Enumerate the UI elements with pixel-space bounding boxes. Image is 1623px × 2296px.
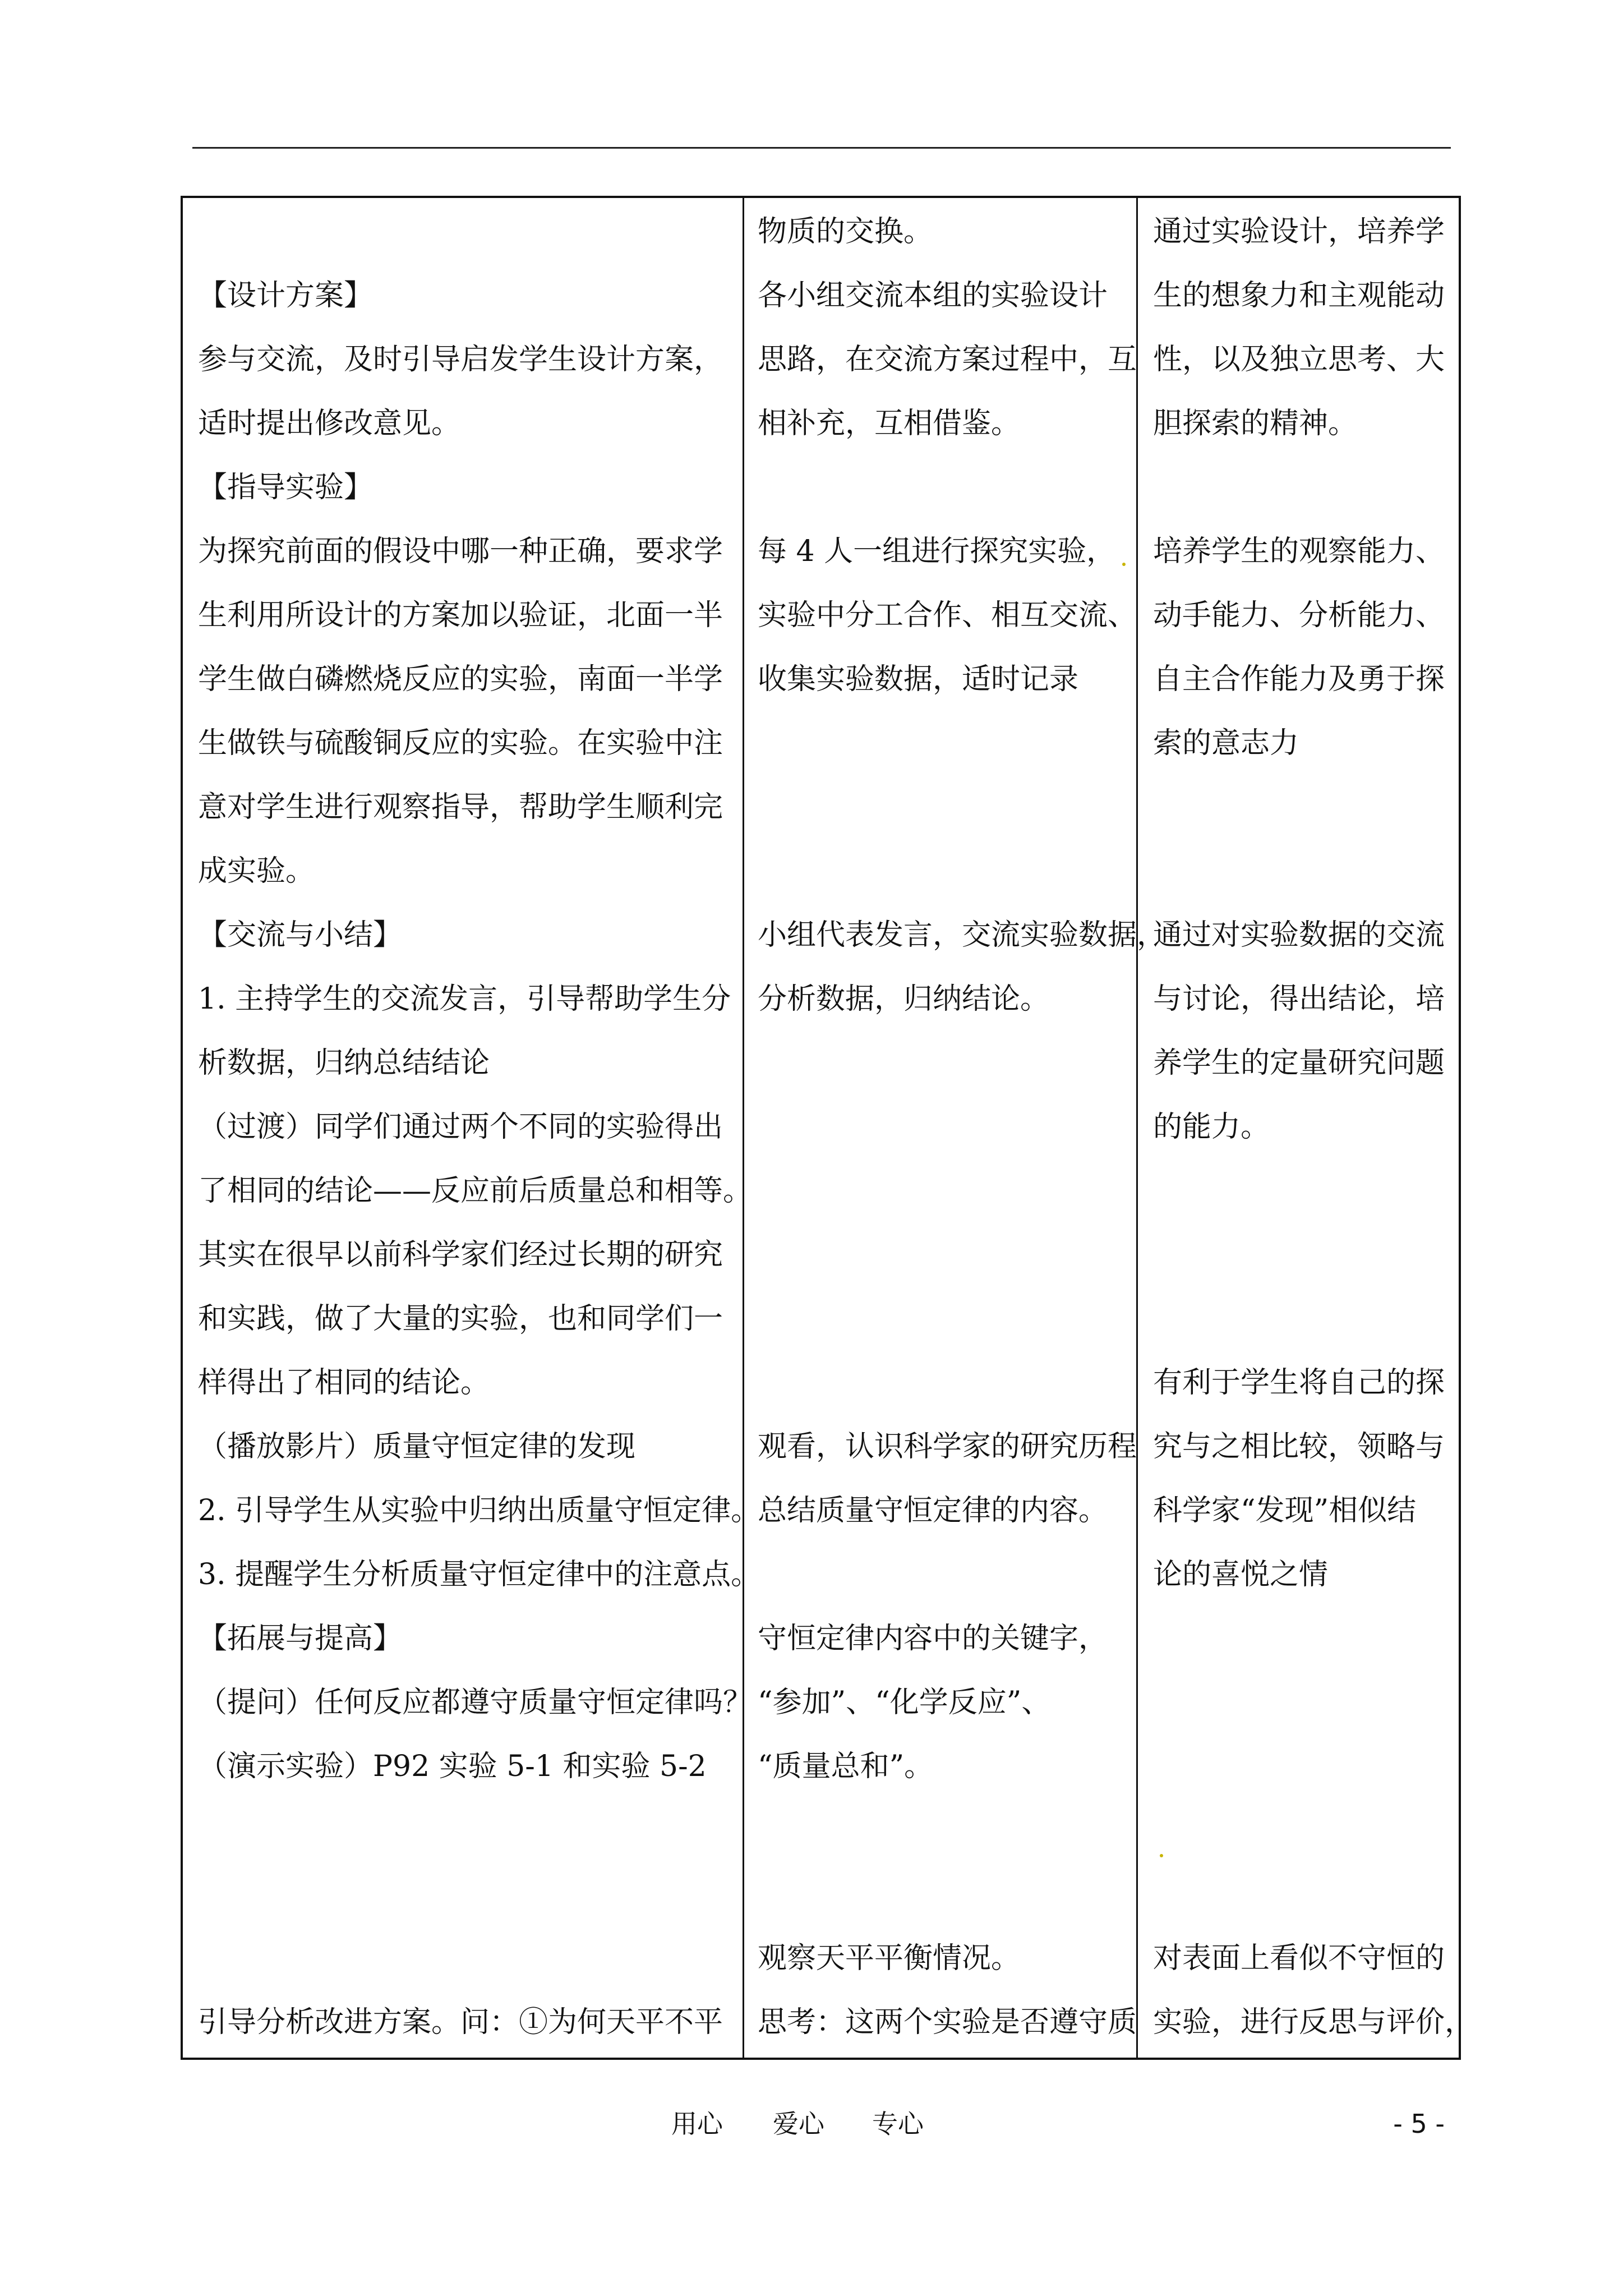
table-text-line: 培养学生的观察能力、: [1153, 535, 1445, 568]
table-text-line: 实验，进行反思与评价，: [1153, 2005, 1474, 2039]
table-text-line: 动手能力、分析能力、: [1153, 599, 1445, 632]
table-text-line: “质量总和”。: [758, 1750, 934, 1783]
table-text-line: 【拓展与提高】: [198, 1622, 403, 1655]
table-text-line: 为探究前面的假设中哪一种正确，要求学: [198, 535, 723, 568]
teacher-activity-column: [198, 198, 760, 2058]
table-text-line: 实验中分工合作、相互交流、: [758, 599, 1137, 632]
table-text-line: 成实验。: [198, 854, 315, 888]
table-text-line: 科学家“发现”相似结: [1153, 1494, 1417, 1527]
table-text-line: （播放影片）质量守恒定律的发现: [198, 1430, 636, 1464]
table-text-line: （提问）任何反应都遵守质量守恒定律吗？: [198, 1686, 753, 1719]
table-text-line: 有利于学生将自己的探: [1153, 1366, 1445, 1400]
table-text-line: 【指导实验】: [198, 471, 374, 504]
table-text-line: 思路，在交流方案过程中，互: [758, 343, 1137, 376]
table-text-line: 自主合作能力及勇于探: [1153, 662, 1445, 696]
table-text-line: 学生做白磷燃烧反应的实验，南面一半学: [198, 662, 723, 696]
table-text-line: 【交流与小结】: [198, 918, 403, 952]
table-text-line: 意对学生进行观察指导，帮助学生顺利完: [198, 790, 723, 824]
footer-item-3: 专心: [872, 2109, 924, 2139]
table-text-line: 和实践，做了大量的实验，也和同学们一: [198, 1302, 723, 1336]
table-text-line: 对表面上看似不守恒的: [1153, 1941, 1445, 1975]
table-text-line: 小组代表发言，交流实验数据，: [758, 918, 1166, 952]
table-text-line: 生利用所设计的方案加以验证，北面一半: [198, 599, 723, 632]
table-text-line: 样得出了相同的结论。: [198, 1366, 490, 1400]
stray-mark: [1122, 563, 1126, 566]
table-text-line: 物质的交换。: [758, 215, 933, 249]
table-text-line: 观察天平平衡情况。: [758, 1941, 1021, 1975]
table-text-line: 总结质量守恒定律的内容。: [758, 1494, 1108, 1527]
design-purpose-column: [1153, 198, 1474, 2058]
table-text-line: 生的想象力和主观能动: [1153, 279, 1445, 312]
table-text-line: 究与之相比较，领略与: [1153, 1430, 1445, 1464]
table-text-line: 生做铁与硫酸铜反应的实验。在实验中注: [198, 726, 723, 760]
table-text-line: 分析数据，归纳结论。: [758, 982, 1050, 1016]
table-text-line: 析数据，归纳总结结论: [198, 1046, 490, 1080]
table-text-line: 与讨论，得出结论，培: [1153, 982, 1445, 1016]
table-text-line: 思考：这两个实验是否遵守质: [758, 2005, 1137, 2039]
student-activity-column: [758, 198, 1166, 2058]
table-text-line: 每 4 人一组进行探究实验，: [758, 535, 1116, 568]
table-text-line: 收集实验数据，适时记录: [758, 662, 1079, 696]
table-text-line: 性，以及独立思考、大: [1153, 343, 1445, 376]
table-text-line: 了相同的结论——反应前后质量总和相等。: [198, 1174, 753, 1208]
table-text-line: “参加”、“化学反应”、: [758, 1686, 1051, 1719]
table-text-line: 养学生的定量研究问题: [1153, 1046, 1445, 1080]
table-text-line: 观看，认识科学家的研究历程: [758, 1430, 1137, 1464]
table-text-line: 各小组交流本组的实验设计: [758, 279, 1108, 312]
table-text-line: 索的意志力: [1153, 726, 1299, 760]
table-text-line: 胆探索的精神。: [1153, 407, 1358, 440]
table-text-line: （过渡）同学们通过两个不同的实验得出: [198, 1110, 723, 1144]
table-text-line: 的能力。: [1153, 1110, 1270, 1144]
table-text-line: （演示实验）P92 实验 5-1 和实验 5-2: [198, 1750, 707, 1783]
table-text-line: 引导分析改进方案。问：①为何天平不平: [198, 2005, 723, 2039]
lesson-plan-table: [181, 196, 1474, 2060]
table-text-line: 论的喜悦之情: [1153, 1558, 1329, 1591]
table-text-line: 通过对实验数据的交流: [1153, 918, 1445, 952]
table-text-line: 3. 提醒学生分析质量守恒定律中的注意点。: [198, 1558, 760, 1591]
page-number: - 5 -: [1393, 2109, 1445, 2139]
table-text-line: 1. 主持学生的交流发言，引导帮助学生分: [198, 982, 731, 1016]
table-text-line: 参与交流，及时引导启发学生设计方案，: [198, 343, 723, 376]
table-text-line: 通过实验设计，培养学: [1153, 215, 1445, 249]
table-text-line: 其实在很早以前科学家们经过长期的研究: [198, 1238, 723, 1272]
table-text-line: 适时提出修改意见。: [198, 407, 461, 440]
stray-mark: [1160, 1854, 1163, 1857]
column-divider: [1136, 198, 1138, 2058]
footer-item-1: 用心: [671, 2109, 723, 2139]
table-text-line: 2. 引导学生从实验中归纳出质量守恒定律。: [198, 1494, 760, 1527]
table-text-line: 相补充，互相借鉴。: [758, 407, 1021, 440]
column-divider: [743, 198, 744, 2058]
header-rule: [192, 147, 1451, 149]
table-text-line: 守恒定律内容中的关键字，: [758, 1622, 1108, 1655]
footer-item-2: 爱心: [773, 2109, 824, 2139]
table-text-line: 【设计方案】: [198, 279, 374, 312]
